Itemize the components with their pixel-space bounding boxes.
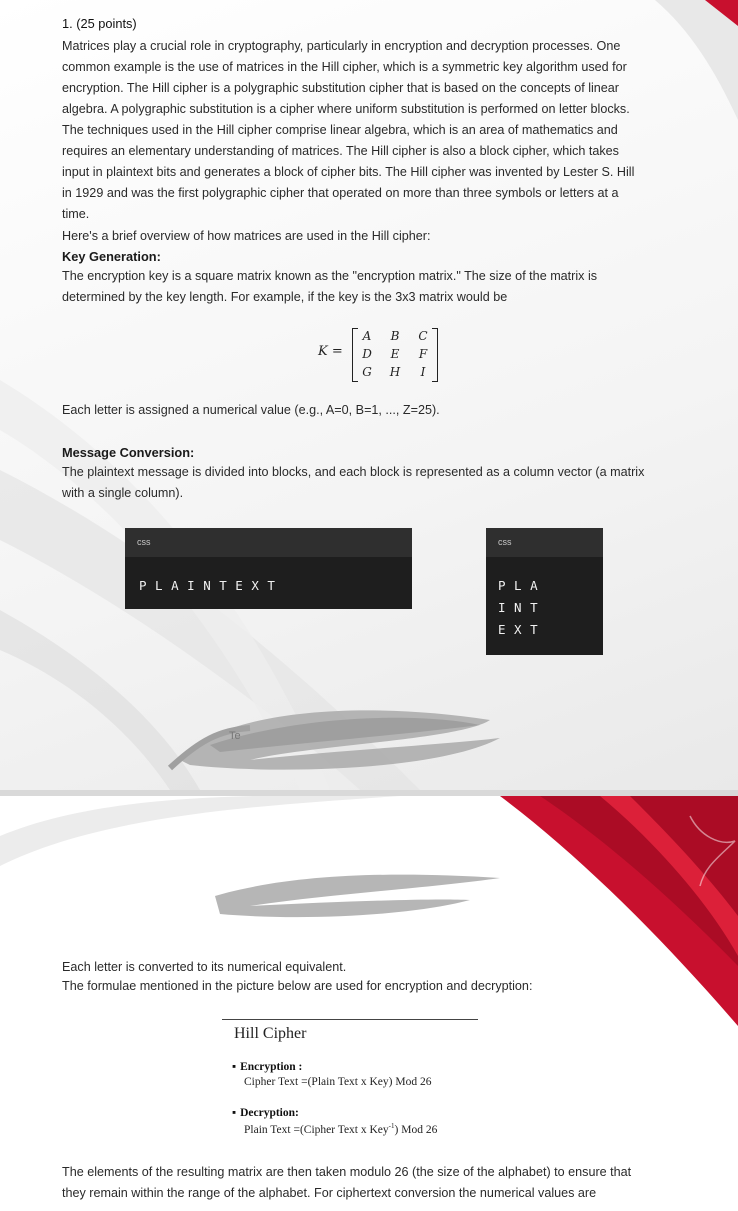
hill-cipher-figure [222, 1019, 480, 1151]
result-line: The elements of the resulting matrix are then taken modulo 26 (the size of the alphabet) to ensure that [62, 1165, 632, 1179]
encryption-label: ▪ Encryption : [232, 1061, 302, 1073]
redaction-scribble [160, 690, 520, 790]
code-language-label: css [137, 537, 151, 547]
matrix-cell: I [420, 365, 426, 379]
key-line: determined by the key length. For example, if the key is the 3x3 matrix would be [62, 290, 508, 304]
message-line: with a single column). [62, 486, 184, 500]
matrix-cell: F [418, 347, 428, 361]
overview-line: Here's a brief overview of how matrices are used in the Hill cipher: [62, 229, 431, 243]
matrix-cell: C [418, 329, 428, 343]
code-block-plaintext-row [125, 528, 412, 609]
key-matrix [318, 326, 438, 382]
intro-line: The techniques used in the Hill cipher comprise linear algebra, which is an area of mathematics and [62, 123, 618, 137]
matrix-cell: H [389, 365, 401, 379]
decryption-label: ▪ Decryption: [232, 1107, 299, 1119]
formulae-intro-line: The formulae mentioned in the picture below are used for encryption and decryption: [62, 979, 533, 993]
intro-line: in 1929 and was the first polygraphic cipher that operated on more than three symbols or letters at a [62, 186, 619, 200]
code-block-header [486, 528, 603, 557]
key-generation-heading: Key Generation: [62, 249, 161, 264]
code-line: P L A I N T E X T [139, 578, 276, 593]
code-language-label: css [498, 537, 512, 547]
matrix-cell: E [390, 347, 400, 361]
intro-line: input in plaintext bits and generates a block of cipher bits. The Hill cipher was invented by Lester S. Hill [62, 165, 635, 179]
intro-line: algebra. A polygraphic substitution is a cipher where uniform substitution is performed on letter blocks. [62, 102, 630, 116]
decryption-formula-part: Plain Text =(Cipher Text x Key [244, 1123, 389, 1136]
key-generation-paragraph [62, 266, 687, 308]
result-line: they remain within the range of the alphabet. For ciphertext conversion the numerical values are [62, 1186, 597, 1200]
figure-top-rule [222, 1019, 478, 1020]
letter-value-line: Each letter is assigned a numerical value (e.g., A=0, B=1, ..., Z=25). [62, 403, 440, 417]
intro-line: common example is the use of matrices in the Hill cipher, which is a symmetric key algorithm used for [62, 60, 627, 74]
scribble-text-fragment: Te [229, 730, 241, 742]
question-number: 1. (25 points) [62, 16, 137, 31]
decryption-formula [244, 1122, 437, 1136]
code-line: P L A [498, 578, 539, 593]
intro-line: encryption. The Hill cipher is a polygraphic substitution cipher that is based on the concepts of linear [62, 81, 620, 95]
decryption-formula-part: ) Mod 26 [394, 1123, 438, 1136]
hill-cipher-title: Hill Cipher [234, 1025, 307, 1042]
matrix-label: K = [318, 344, 343, 359]
matrix-cell: B [390, 329, 400, 343]
code-block-plaintext-matrix [486, 528, 603, 655]
key-line: The encryption key is a square matrix known as the "encryption matrix." The size of the matrix is [62, 269, 598, 283]
code-block-header [125, 528, 412, 557]
redaction-scribble [210, 866, 510, 926]
message-line: The plaintext message is divided into blocks, and each block is represented as a column vector (a matrix [62, 465, 645, 479]
result-paragraph [62, 1162, 687, 1204]
intro-line: requires an elementary understanding of matrices. The Hill cipher is also a block cipher, which takes [62, 144, 619, 158]
matrix-cell: D [362, 347, 372, 361]
matrix-brackets [352, 328, 438, 382]
code-line: E X T [498, 622, 539, 637]
code-line: I N T [498, 600, 539, 615]
message-conversion-heading: Message Conversion: [62, 445, 195, 460]
intro-line: time. [62, 207, 90, 221]
matrix-cell: A [362, 329, 372, 343]
encryption-formula: Cipher Text =(Plain Text x Key) Mod 26 [244, 1076, 432, 1088]
intro-line: Matrices play a crucial role in cryptography, particularly in encryption and decryption processes. One [62, 39, 621, 53]
matrix-cell: G [362, 365, 372, 379]
message-conversion-paragraph [62, 462, 687, 504]
inverse-superscript: -1 [388, 1122, 395, 1130]
converted-line: Each letter is converted to its numerical equivalent. [62, 960, 347, 974]
intro-paragraph [62, 36, 687, 225]
document-page-2 [0, 796, 738, 1211]
